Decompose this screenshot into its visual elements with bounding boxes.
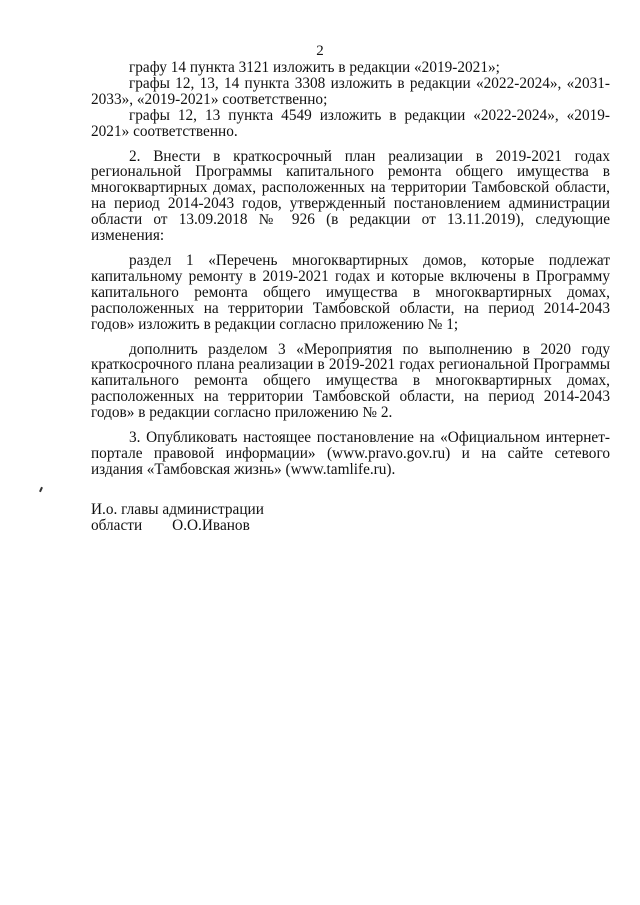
- stray-mark: [39, 487, 43, 492]
- paragraph-point-3: 3. Опубликовать настоящее постановление на «Официальном интернет-портале правовой информации» (www.pravo.gov.ru) и на сайте сетевого издания «Тамбовская жизнь» (www.tamlife.ru).: [91, 429, 610, 478]
- signature-block: [91, 502, 264, 534]
- paragraph-item-3308: графы 12, 13, 14 пункта 3308 изложить в редакции «2022-2024», «2031-2033», «2019-2021» соответственно;: [91, 74, 610, 108]
- paragraph-item-4549: графы 12, 13 пункта 4549 изложить в редакции «2022-2024», «2019-2021» соответственно.: [91, 106, 610, 140]
- signatory-name: О.О.Иванов: [172, 516, 250, 534]
- paragraph-section-1: раздел 1 «Перечень многоквартирных домов, которые подлежат капитальному ремонту в 2019-2021 годах и которые включены в Программу капитального ремонта общего имущества в многоквартирных домах, расположенных на территории Тамбовской области, на период 2014-2043 годов» изложить в редакции согласно приложению № 1;: [91, 251, 610, 333]
- signature-title-region: области: [91, 516, 143, 534]
- document-body: [91, 60, 610, 478]
- paragraph-point-2: 2. Внести в краткосрочный план реализации в 2019-2021 годах региональной Программы капитального ремонта общего имущества в многоквартирных домах, расположенных на территории Тамбовской области, на период 2014-2043 годов, утвержденный постановлением администрации области от 13.09.2018 № 926 (в редакции от 13.11.2019), следующие изменения:: [91, 147, 610, 245]
- paragraph-section-3: дополнить разделом 3 «Мероприятия по выполнению в 2020 году краткосрочного плана реализации в 2019-2021 годах региональной Программы капитального ремонта общего имущества в многоквартирных домах, расположенных на территории Тамбовской области, на период 2014-2043 годов» в редакции согласно приложению № 2.: [91, 340, 610, 422]
- signature-title-line1: И.о. главы администрации: [91, 501, 264, 518]
- page-number: 2: [316, 43, 324, 59]
- signature-title-line2: [91, 518, 264, 534]
- paragraph-item-3121: графу 14 пункта 3121 изложить в редакции «2019-2021»;: [129, 59, 500, 76]
